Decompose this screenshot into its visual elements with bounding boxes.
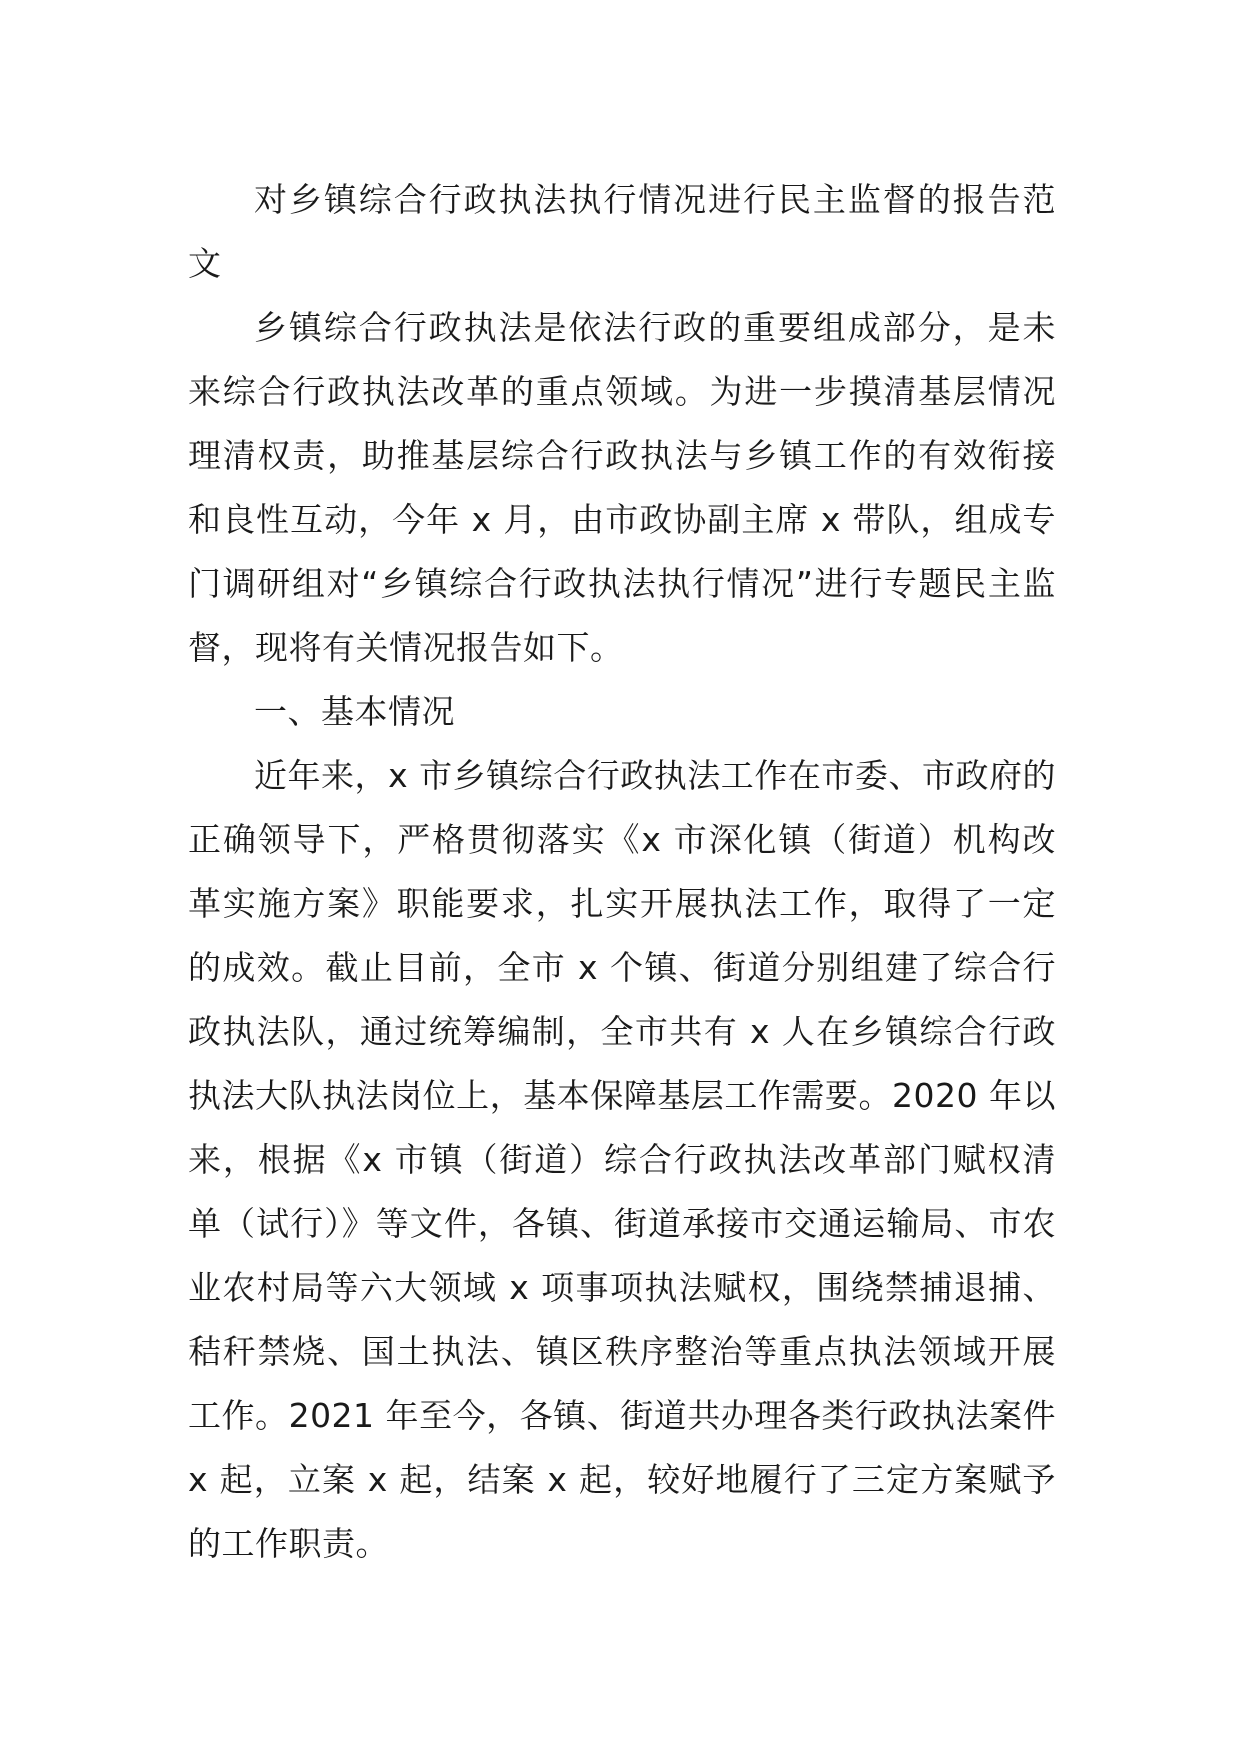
document-title: 对乡镇综合行政执法执行情况进行民主监督的报告范文 xyxy=(188,180,1056,283)
document-body xyxy=(188,168,1056,1576)
basic-situation-paragraph: 近年来，x 市乡镇综合行政执法工作在市委、市政府的正确领导下，严格贯彻落实《x 市深化镇（街道）机构改革实施方案》职能要求，扎实开展执法工作，取得了一定的成效。截止目前，全市 x 个镇、街道分别组建了综合行政执法队，通过统筹编制，全市共有 x 人在乡镇综合行政执法大队执法岗位上，基本保障基层工作需要。2020 年以来，根据《x 市镇（街道）综合行政执法改革部门赋权清单（试行）》等文件，各镇、街道承接市交通运输局、市农业农村局等六大领域 x 项事项执法赋权，围绕禁捕退捕、秸秆禁烧、国土执法、镇区秩序整治等重点执法领域开展工作。2021 年至今，各镇、街道共办理各类行政执法案件 x 起，立案 x 起，结案 x 起，较好地履行了三定方案赋予的工作职责。 xyxy=(188,756,1056,1563)
intro-paragraph: 乡镇综合行政执法是依法行政的重要组成部分，是未来综合行政执法改革的重点领域。为进一步摸清基层情况理清权责，助推基层综合行政执法与乡镇工作的有效衔接和良性互动，今年 x 月，由市政协副主席 x 带队，组成专门调研组对“乡镇综合行政执法执行情况”进行专题民主监督，现将有关情况报告如下。 xyxy=(188,308,1056,667)
section-heading-basic-situation: 一、基本情况 xyxy=(254,692,455,731)
